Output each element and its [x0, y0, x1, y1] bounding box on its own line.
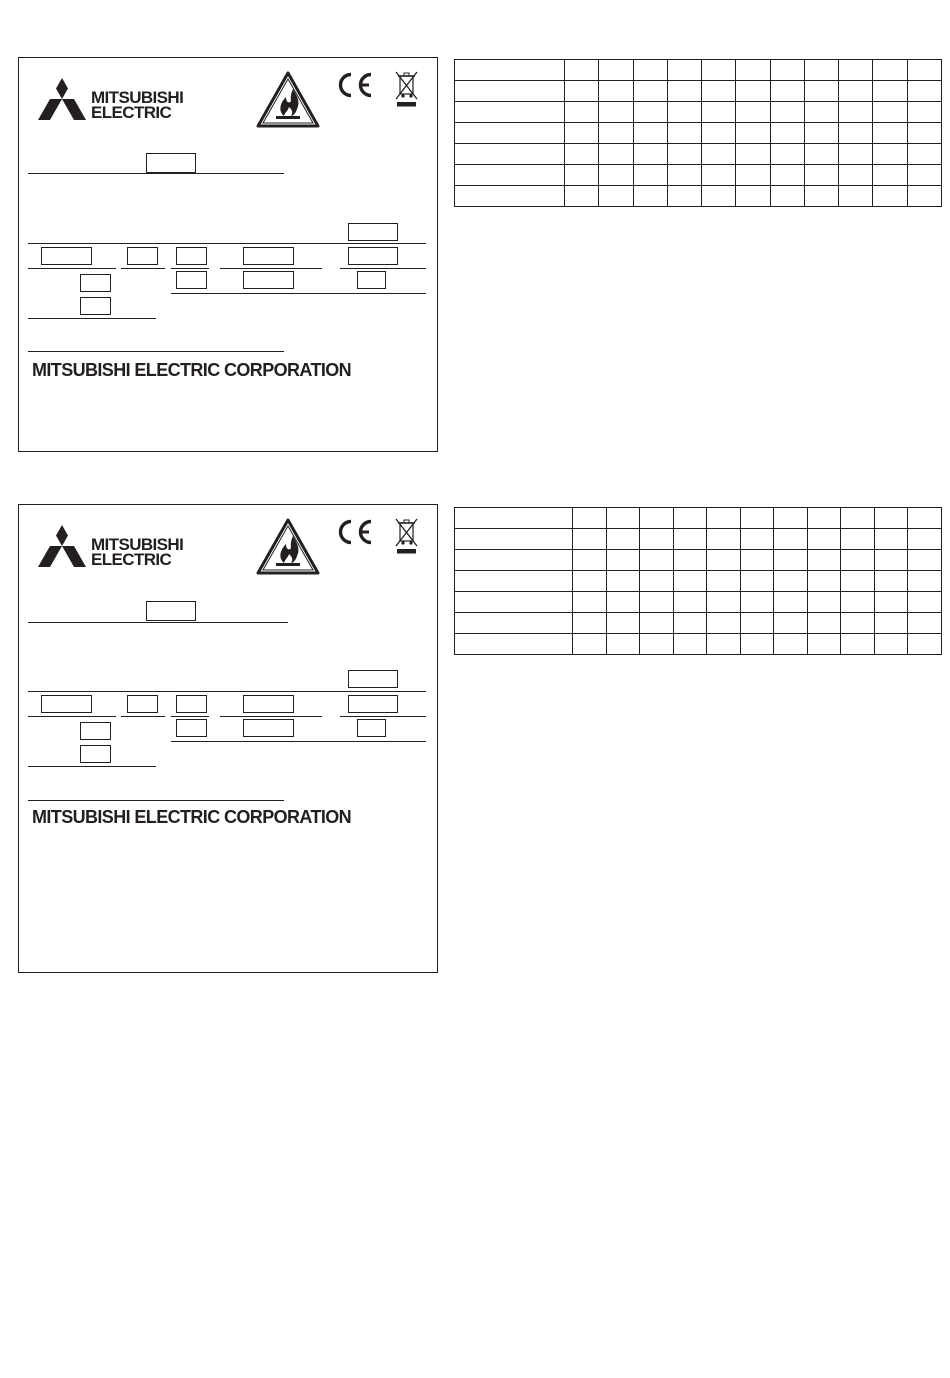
table-cell — [908, 550, 942, 571]
year-box — [80, 745, 111, 763]
table-cell — [673, 571, 707, 592]
table-cell — [707, 634, 741, 655]
table-cell — [573, 550, 607, 571]
weee-crossed-bin-icon — [394, 517, 420, 555]
table-cell — [740, 571, 774, 592]
table-cell — [807, 571, 841, 592]
table-cell — [841, 571, 875, 592]
table-cell — [841, 634, 875, 655]
phase-box — [127, 695, 158, 713]
table-cell — [774, 613, 808, 634]
spec-table — [454, 507, 942, 655]
table-cell — [841, 613, 875, 634]
table-cell — [841, 550, 875, 571]
frequency-box — [176, 695, 207, 713]
table-row — [455, 550, 942, 571]
table-cell — [874, 571, 908, 592]
brand-name-line2: ELECTRIC — [91, 550, 172, 569]
table-cell — [606, 550, 640, 571]
table-cell — [874, 634, 908, 655]
table-cell — [874, 529, 908, 550]
weight-box — [348, 670, 398, 688]
table-cell — [640, 592, 674, 613]
table-cell — [740, 529, 774, 550]
model-underline — [28, 622, 288, 623]
table-cell — [673, 613, 707, 634]
spec-row-line-3 — [28, 766, 156, 767]
table-row — [455, 592, 942, 613]
table-cell — [606, 529, 640, 550]
brand-name-line1: MITSUBISHI — [91, 535, 184, 554]
table-cell — [455, 571, 573, 592]
table-cell — [673, 508, 707, 529]
table-cell — [841, 592, 875, 613]
table-cell — [774, 571, 808, 592]
ip-rating-box — [80, 722, 111, 740]
table-cell — [807, 592, 841, 613]
pressure-box — [243, 719, 294, 737]
table-cell — [908, 571, 942, 592]
table-cell — [841, 529, 875, 550]
table-cell — [707, 550, 741, 571]
model-name-box — [146, 601, 196, 621]
table-cell — [807, 508, 841, 529]
ce-mark-icon — [336, 519, 374, 545]
table-cell — [606, 634, 640, 655]
table-cell — [874, 613, 908, 634]
charge-box — [357, 719, 386, 737]
table-cell — [455, 634, 573, 655]
table-cell — [707, 508, 741, 529]
table-cell — [673, 529, 707, 550]
flammable-warning-icon — [256, 518, 320, 575]
table-cell — [908, 529, 942, 550]
table-cell — [455, 550, 573, 571]
table-cell — [573, 529, 607, 550]
table-cell — [640, 529, 674, 550]
table-cell — [606, 592, 640, 613]
table-cell — [874, 508, 908, 529]
table-cell — [640, 508, 674, 529]
spec-underline-b — [121, 716, 165, 717]
table-cell — [673, 592, 707, 613]
table-cell — [874, 550, 908, 571]
table-cell — [807, 529, 841, 550]
table-cell — [908, 592, 942, 613]
table-cell — [774, 550, 808, 571]
table-cell — [908, 634, 942, 655]
brand-name-line1: MITSUBISHI — [91, 88, 184, 107]
brand-name-line2: ELECTRIC — [91, 103, 172, 122]
table-row — [455, 508, 942, 529]
table-row — [455, 634, 942, 655]
table-cell — [740, 613, 774, 634]
table-cell — [573, 634, 607, 655]
table-cell — [573, 613, 607, 634]
table-cell — [707, 529, 741, 550]
table-cell — [606, 508, 640, 529]
table-cell — [573, 592, 607, 613]
table-cell — [740, 592, 774, 613]
spec-row-line-1 — [28, 691, 426, 692]
spec-row-line-2 — [171, 741, 426, 742]
table-cell — [740, 550, 774, 571]
table-cell — [673, 634, 707, 655]
table-cell — [908, 613, 942, 634]
table-row — [455, 613, 942, 634]
table-cell — [740, 634, 774, 655]
table-cell — [841, 508, 875, 529]
table-cell — [807, 550, 841, 571]
table-cell — [774, 529, 808, 550]
table-cell — [640, 550, 674, 571]
table-cell — [774, 592, 808, 613]
power-box — [348, 695, 398, 713]
table-cell — [455, 529, 573, 550]
table-cell — [606, 613, 640, 634]
corporation-name: MITSUBISHI ELECTRIC CORPORATION — [32, 360, 352, 380]
table-cell — [455, 613, 573, 634]
table-cell — [774, 508, 808, 529]
table-cell — [573, 571, 607, 592]
corporation-name: MITSUBISHI ELECTRIC CORPORATION — [32, 807, 352, 827]
table-cell — [640, 571, 674, 592]
table-cell — [807, 634, 841, 655]
table-cell — [908, 508, 942, 529]
table-cell — [673, 550, 707, 571]
current-box — [243, 695, 294, 713]
table-cell — [573, 508, 607, 529]
table-cell — [874, 592, 908, 613]
table-cell — [740, 508, 774, 529]
table-cell — [707, 592, 741, 613]
spec-underline-e — [340, 716, 426, 717]
spec-underline-a — [28, 716, 116, 717]
table-cell — [807, 613, 841, 634]
table-row — [455, 571, 942, 592]
voltage-box — [41, 695, 92, 713]
table-cell — [640, 634, 674, 655]
table-cell — [455, 508, 573, 529]
spec-underline-d — [220, 716, 322, 717]
spec-underline-c — [171, 716, 209, 717]
table-cell — [606, 571, 640, 592]
table-cell — [640, 613, 674, 634]
table-row — [455, 529, 942, 550]
table-cell — [707, 571, 741, 592]
table-cell — [455, 592, 573, 613]
table-cell — [774, 634, 808, 655]
refrigerant-box — [176, 719, 207, 737]
mitsubishi-logo-icon — [38, 525, 86, 567]
table-cell — [707, 613, 741, 634]
corporation-overline — [28, 800, 284, 801]
